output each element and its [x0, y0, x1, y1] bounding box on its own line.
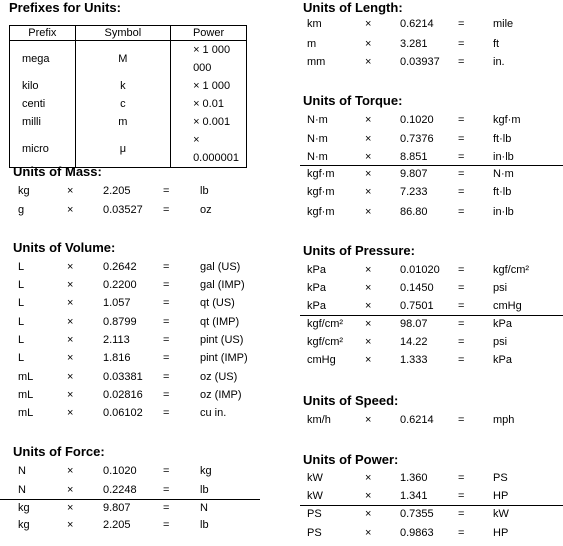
- prefix-power: × 1 000: [171, 77, 247, 95]
- table-row: [300, 112, 563, 128]
- times-sign: ×: [67, 371, 74, 383]
- times-sign: ×: [67, 297, 74, 309]
- equals-sign: =: [458, 354, 465, 366]
- table-row: [0, 314, 260, 330]
- factor-value: 0.7501: [400, 300, 434, 312]
- from-unit: kPa: [307, 264, 326, 276]
- equals-sign: =: [163, 297, 170, 309]
- table-row: [300, 262, 563, 278]
- to-unit: kW: [493, 508, 509, 520]
- to-unit: kPa: [493, 318, 512, 330]
- table-row: [0, 332, 260, 348]
- times-sign: ×: [365, 414, 372, 426]
- power-title: Units of Power:: [303, 452, 399, 467]
- from-unit: kgf·m: [307, 206, 335, 218]
- table-row: [0, 405, 260, 421]
- from-unit: mL: [18, 389, 34, 401]
- equals-sign: =: [458, 114, 465, 126]
- header-power: Power: [171, 26, 247, 41]
- from-unit: m: [307, 38, 317, 50]
- from-unit: N·m: [307, 133, 328, 145]
- from-unit: km: [307, 18, 322, 30]
- equals-sign: =: [458, 151, 465, 163]
- factor-value: 3.281: [400, 38, 428, 50]
- equals-sign: =: [163, 185, 170, 197]
- from-unit: L: [18, 316, 25, 328]
- factor-value: 1.333: [400, 354, 428, 366]
- from-unit: PS: [307, 527, 322, 539]
- factor-value: 98.07: [400, 318, 428, 330]
- factor-value: 8.851: [400, 151, 428, 163]
- to-unit: kgf/cm²: [493, 264, 530, 276]
- equals-sign: =: [458, 300, 465, 312]
- to-unit: kg: [200, 465, 212, 477]
- table-row: [0, 499, 260, 517]
- table-row: [0, 183, 260, 199]
- factor-value: 1.057: [103, 297, 131, 309]
- force-title: Units of Force:: [13, 444, 105, 459]
- to-unit: N: [200, 502, 208, 514]
- table-row: [0, 482, 260, 498]
- to-unit: in·lb: [493, 151, 514, 163]
- to-unit: gal (IMP): [200, 279, 245, 291]
- to-unit: lb: [200, 185, 209, 197]
- factor-value: 1.360: [400, 472, 428, 484]
- prefix-name: centi: [10, 95, 76, 113]
- times-sign: ×: [67, 407, 74, 419]
- to-unit: lb: [200, 519, 209, 531]
- from-unit: N: [18, 484, 26, 496]
- equals-sign: =: [458, 18, 465, 30]
- table-row: [300, 298, 563, 314]
- from-unit: L: [18, 279, 25, 291]
- prefix-name: milli: [10, 113, 76, 131]
- from-unit: kW: [307, 472, 323, 484]
- factor-value: 0.8799: [103, 316, 137, 328]
- times-sign: ×: [67, 352, 74, 364]
- from-unit: PS: [307, 508, 322, 520]
- length-title: Units of Length:: [303, 0, 403, 15]
- times-sign: ×: [67, 204, 74, 216]
- prefix-symbol: M: [75, 41, 170, 78]
- table-row: [300, 184, 563, 200]
- to-unit: pint (US): [200, 334, 244, 346]
- from-unit: mL: [18, 407, 34, 419]
- to-unit: pint (IMP): [200, 352, 248, 364]
- times-sign: ×: [67, 502, 74, 514]
- times-sign: ×: [365, 206, 372, 218]
- factor-value: 0.03527: [103, 204, 143, 216]
- factor-value: 0.2200: [103, 279, 137, 291]
- prefix-name: micro: [10, 131, 76, 168]
- times-sign: ×: [365, 472, 372, 484]
- factor-value: 0.06102: [103, 407, 143, 419]
- table-row: [300, 505, 563, 523]
- to-unit: ft: [493, 38, 500, 50]
- from-unit: kg: [18, 185, 30, 197]
- times-sign: ×: [365, 151, 372, 163]
- to-unit: psi: [493, 282, 508, 294]
- table-row: [10, 41, 247, 78]
- equals-sign: =: [458, 186, 465, 198]
- equals-sign: =: [163, 279, 170, 291]
- equals-sign: =: [458, 133, 465, 145]
- table-row: [0, 350, 260, 366]
- table-row: [0, 517, 260, 533]
- factor-value: 7.233: [400, 186, 428, 198]
- equals-sign: =: [458, 282, 465, 294]
- to-unit: qt (IMP): [200, 316, 240, 328]
- table-row: [300, 280, 563, 296]
- from-unit: km/h: [307, 414, 331, 426]
- equals-sign: =: [163, 316, 170, 328]
- equals-sign: =: [163, 407, 170, 419]
- times-sign: ×: [365, 133, 372, 145]
- equals-sign: =: [458, 56, 465, 68]
- equals-sign: =: [458, 38, 465, 50]
- table-row: [300, 204, 563, 220]
- prefix-power: × 0.000001: [171, 131, 247, 168]
- times-sign: ×: [67, 279, 74, 291]
- equals-sign: =: [458, 336, 465, 348]
- factor-value: 0.7355: [400, 508, 434, 520]
- speed-title: Units of Speed:: [303, 393, 399, 408]
- times-sign: ×: [365, 300, 372, 312]
- times-sign: ×: [67, 484, 74, 496]
- equals-sign: =: [458, 490, 465, 502]
- mass-title: Units of Mass:: [13, 164, 102, 179]
- from-unit: mL: [18, 371, 34, 383]
- times-sign: ×: [365, 336, 372, 348]
- times-sign: ×: [67, 334, 74, 346]
- header-prefix: Prefix: [10, 26, 76, 41]
- from-unit: kPa: [307, 300, 326, 312]
- to-unit: oz: [200, 204, 212, 216]
- equals-sign: =: [163, 204, 170, 216]
- equals-sign: =: [163, 371, 170, 383]
- factor-value: 0.01020: [400, 264, 440, 276]
- to-unit: kgf·m: [493, 114, 521, 126]
- equals-sign: =: [458, 508, 465, 520]
- table-row: [300, 131, 563, 147]
- times-sign: ×: [67, 389, 74, 401]
- equals-sign: =: [163, 484, 170, 496]
- from-unit: mm: [307, 56, 326, 68]
- prefixes-table: [9, 25, 247, 168]
- from-unit: N·m: [307, 151, 328, 163]
- times-sign: ×: [67, 465, 74, 477]
- times-sign: ×: [365, 508, 372, 520]
- prefix-symbol: c: [75, 95, 170, 113]
- equals-sign: =: [163, 352, 170, 364]
- table-row: [300, 488, 563, 504]
- table-row: [0, 369, 260, 385]
- table-row: [300, 470, 563, 486]
- factor-value: 0.6214: [400, 18, 434, 30]
- pressure-title: Units of Pressure:: [303, 243, 415, 258]
- to-unit: ft·lb: [493, 186, 512, 198]
- from-unit: N·m: [307, 114, 328, 126]
- equals-sign: =: [458, 472, 465, 484]
- table-row: [300, 352, 563, 368]
- table-row: [0, 259, 260, 275]
- times-sign: ×: [365, 490, 372, 502]
- to-unit: psi: [493, 336, 508, 348]
- equals-sign: =: [163, 519, 170, 531]
- factor-value: 0.2642: [103, 261, 137, 273]
- times-sign: ×: [365, 527, 372, 539]
- factor-value: 0.1020: [103, 465, 137, 477]
- times-sign: ×: [365, 318, 372, 330]
- table-row: [10, 95, 247, 113]
- factor-value: 0.03381: [103, 371, 143, 383]
- to-unit: mile: [493, 18, 514, 30]
- table-row: [300, 54, 563, 70]
- prefix-power: × 0.001: [171, 113, 247, 131]
- prefix-symbol: μ: [75, 131, 170, 168]
- from-unit: L: [18, 334, 25, 346]
- times-sign: ×: [67, 185, 74, 197]
- times-sign: ×: [365, 264, 372, 276]
- equals-sign: =: [458, 318, 465, 330]
- times-sign: ×: [365, 114, 372, 126]
- to-unit: HP: [493, 490, 509, 502]
- from-unit: cmHg: [307, 354, 336, 366]
- prefixes-title: Prefixes for Units:: [9, 0, 121, 15]
- from-unit: kg: [18, 519, 30, 531]
- factor-value: 0.1020: [400, 114, 434, 126]
- equals-sign: =: [458, 264, 465, 276]
- factor-value: 0.6214: [400, 414, 434, 426]
- times-sign: ×: [365, 168, 372, 180]
- table-row: [10, 113, 247, 131]
- from-unit: L: [18, 261, 25, 273]
- factor-value: 2.205: [103, 185, 131, 197]
- volume-title: Units of Volume:: [13, 240, 116, 255]
- equals-sign: =: [163, 465, 170, 477]
- times-sign: ×: [365, 56, 372, 68]
- from-unit: kgf/cm²: [307, 318, 344, 330]
- table-row: [300, 16, 563, 32]
- factor-value: 0.02816: [103, 389, 143, 401]
- equals-sign: =: [163, 334, 170, 346]
- equals-sign: =: [458, 527, 465, 539]
- table-row: [300, 412, 563, 428]
- times-sign: ×: [67, 261, 74, 273]
- prefixes-header-row: [10, 26, 247, 41]
- to-unit: cmHg: [493, 300, 522, 312]
- from-unit: kW: [307, 490, 323, 502]
- factor-value: 2.113: [103, 334, 130, 346]
- table-row: [10, 131, 247, 168]
- factor-value: 0.9863: [400, 527, 434, 539]
- torque-title: Units of Torque:: [303, 93, 403, 108]
- table-row: [0, 202, 260, 218]
- factor-value: 14.22: [400, 336, 428, 348]
- from-unit: kgf·m: [307, 168, 335, 180]
- from-unit: kgf/cm²: [307, 336, 344, 348]
- table-row: [300, 315, 563, 333]
- factor-value: 9.807: [103, 502, 131, 514]
- factor-value: 0.03937: [400, 56, 440, 68]
- from-unit: kPa: [307, 282, 326, 294]
- table-row: [300, 525, 563, 541]
- prefix-symbol: k: [75, 77, 170, 95]
- times-sign: ×: [365, 354, 372, 366]
- from-unit: N: [18, 465, 26, 477]
- to-unit: gal (US): [200, 261, 241, 273]
- table-row: [300, 165, 563, 183]
- header-symbol: Symbol: [75, 26, 170, 41]
- to-unit: lb: [200, 484, 209, 496]
- to-unit: qt (US): [200, 297, 235, 309]
- to-unit: cu in.: [200, 407, 227, 419]
- factor-value: 0.7376: [400, 133, 434, 145]
- to-unit: N·m: [493, 168, 514, 180]
- from-unit: L: [18, 352, 25, 364]
- prefix-name: kilo: [10, 77, 76, 95]
- to-unit: in·lb: [493, 206, 514, 218]
- to-unit: mph: [493, 414, 515, 426]
- table-row: [0, 277, 260, 293]
- factor-value: 86.80: [400, 206, 428, 218]
- table-row: [10, 77, 247, 95]
- factor-value: 1.341: [400, 490, 428, 502]
- equals-sign: =: [458, 206, 465, 218]
- to-unit: oz (IMP): [200, 389, 242, 401]
- equals-sign: =: [163, 502, 170, 514]
- to-unit: PS: [493, 472, 508, 484]
- to-unit: kPa: [493, 354, 512, 366]
- factor-value: 0.1450: [400, 282, 434, 294]
- equals-sign: =: [458, 168, 465, 180]
- factor-value: 9.807: [400, 168, 428, 180]
- table-row: [300, 36, 563, 52]
- factor-value: 0.2248: [103, 484, 137, 496]
- factor-value: 2.205: [103, 519, 131, 531]
- from-unit: L: [18, 297, 25, 309]
- times-sign: ×: [67, 316, 74, 328]
- to-unit: ft·lb: [493, 133, 512, 145]
- equals-sign: =: [163, 261, 170, 273]
- times-sign: ×: [67, 519, 74, 531]
- prefix-power: × 1 000 000: [171, 41, 247, 78]
- times-sign: ×: [365, 18, 372, 30]
- to-unit: oz (US): [200, 371, 238, 383]
- prefix-symbol: m: [75, 113, 170, 131]
- from-unit: kgf·m: [307, 186, 335, 198]
- table-row: [300, 334, 563, 350]
- times-sign: ×: [365, 38, 372, 50]
- factor-value: 1.816: [103, 352, 131, 364]
- table-row: [0, 463, 260, 479]
- equals-sign: =: [458, 414, 465, 426]
- equals-sign: =: [163, 389, 170, 401]
- to-unit: HP: [493, 527, 509, 539]
- from-unit: kg: [18, 502, 30, 514]
- table-row: [0, 295, 260, 311]
- prefix-power: × 0.01: [171, 95, 247, 113]
- prefix-name: mega: [10, 41, 76, 78]
- from-unit: g: [18, 204, 25, 216]
- table-row: [300, 149, 563, 165]
- table-row: [0, 387, 260, 403]
- to-unit: in.: [493, 56, 505, 68]
- times-sign: ×: [365, 186, 372, 198]
- times-sign: ×: [365, 282, 372, 294]
